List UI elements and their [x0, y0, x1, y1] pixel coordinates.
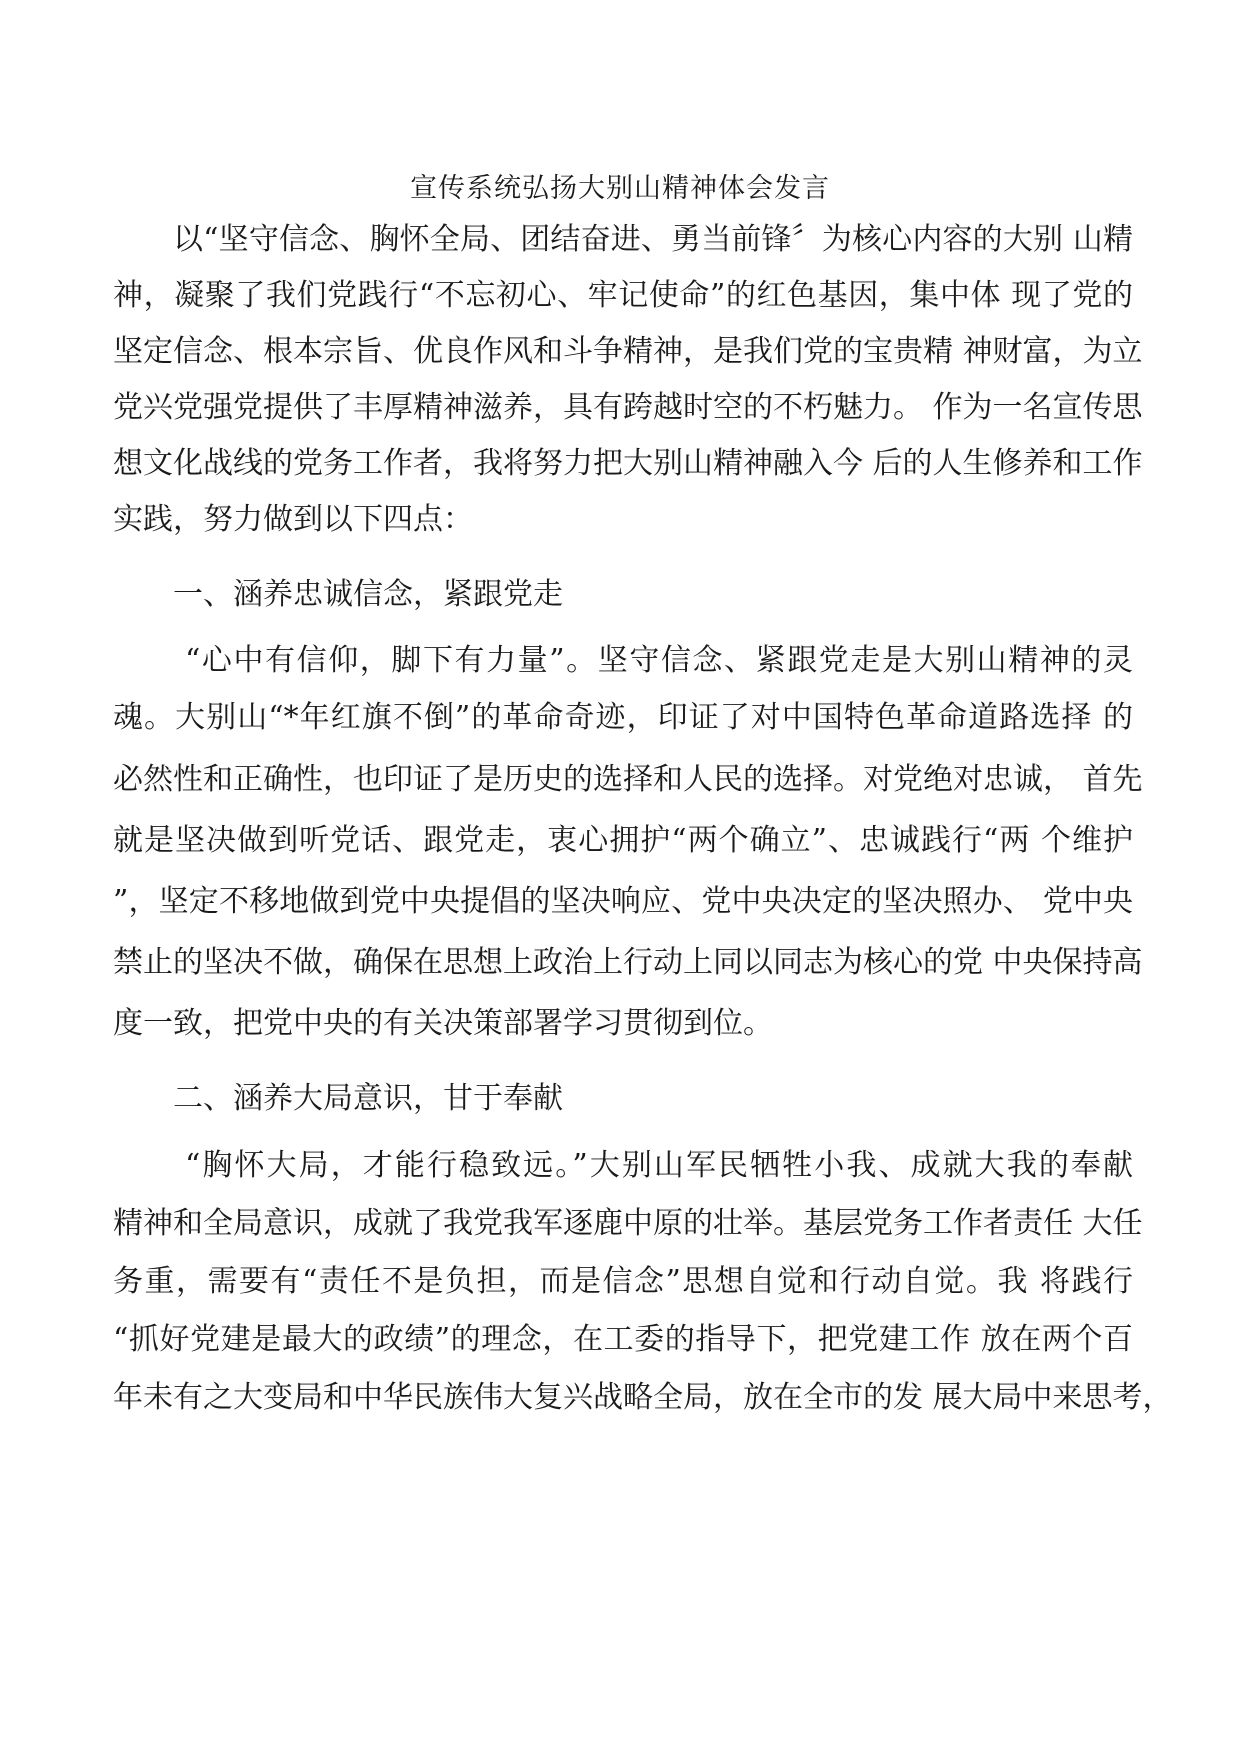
- paragraph-3-line-5: 年未有之大变局和中华民族伟大复兴战略全局，放在全市的发 展大局中来思考，: [113, 1380, 1173, 1415]
- paragraph-2-line-1: “心中有信仰，脚下有力量”。坚守信念、紧跟党走是大别山精神的灵: [185, 643, 1133, 678]
- paragraph-2-line-2: 魂。大别山“*年红旗不倒”的革命奇迹，印证了对中国特色革命道路选择 的: [113, 700, 1133, 735]
- paragraph-3-line-1: “胸怀大局，才能行稳致远。”大别山军民牺牲小我、成就大我的奉献: [185, 1148, 1133, 1183]
- paragraph-2-line-7: 度一致，把党中央的有关决策部署学习贯彻到位。: [113, 1006, 773, 1041]
- paragraph-2-line-6: 禁止的坚决不做，确保在思想上政治上行动上同以同志为核心的党 中央保持高: [113, 945, 1143, 980]
- paragraph-1-line-5: 想文化战线的党务工作者，我将努力把大别山精神融入今 后的人生修养和工作: [113, 446, 1143, 481]
- paragraph-2-line-5: ”，坚定不移地做到党中央提倡的坚决响应、党中央决定的坚决照办、 党中央: [113, 884, 1133, 919]
- paragraph-1-line-4: 党兴党强党提供了丰厚精神滋养，具有跨越时空的不朽魅力。 作为一名宣传思: [113, 390, 1143, 425]
- section-heading-2: 二、涵养大局意识，甘于奉献: [173, 1081, 563, 1116]
- document-title: 宣传系统弘扬大别山精神体会发言: [410, 173, 830, 204]
- paragraph-2-line-3: 必然性和正确性，也印证了是历史的选择和人民的选择。对党绝对忠诚， 首先: [113, 762, 1143, 797]
- section-heading-1: 一、涵养忠诚信念，紧跟党走: [173, 577, 563, 612]
- paragraph-3-line-3: 务重，需要有“责任不是负担，而是信念”思想自觉和行动自觉。我 将践行: [113, 1264, 1133, 1299]
- paragraph-1-line-2: 神，凝聚了我们党践行“不忘初心、牢记使命”的红色基因，集中体 现了党的: [113, 278, 1133, 313]
- paragraph-1-line-6: 实践，努力做到以下四点：: [113, 502, 473, 537]
- paragraph-1-line-1: 以“坚守信念、胸怀全局、团结奋进、勇当前锋〞为核心内容的大别 山精: [173, 222, 1133, 257]
- paragraph-2-line-4: 就是坚决做到听党话、跟党走，衷心拥护“两个确立”、忠诚践行“两 个维护: [113, 823, 1133, 858]
- paragraph-3-line-4: “抓好党建是最大的政绩”的理念，在工委的指导下，把党建工作 放在两个百: [113, 1322, 1133, 1357]
- paragraph-3-line-2: 精神和全局意识，成就了我党我军逐鹿中原的壮举。基层党务工作者责任 大任: [113, 1206, 1143, 1241]
- paragraph-1-line-3: 坚定信念、根本宗旨、优良作风和斗争精神，是我们党的宝贵精 神财富，为立: [113, 334, 1143, 369]
